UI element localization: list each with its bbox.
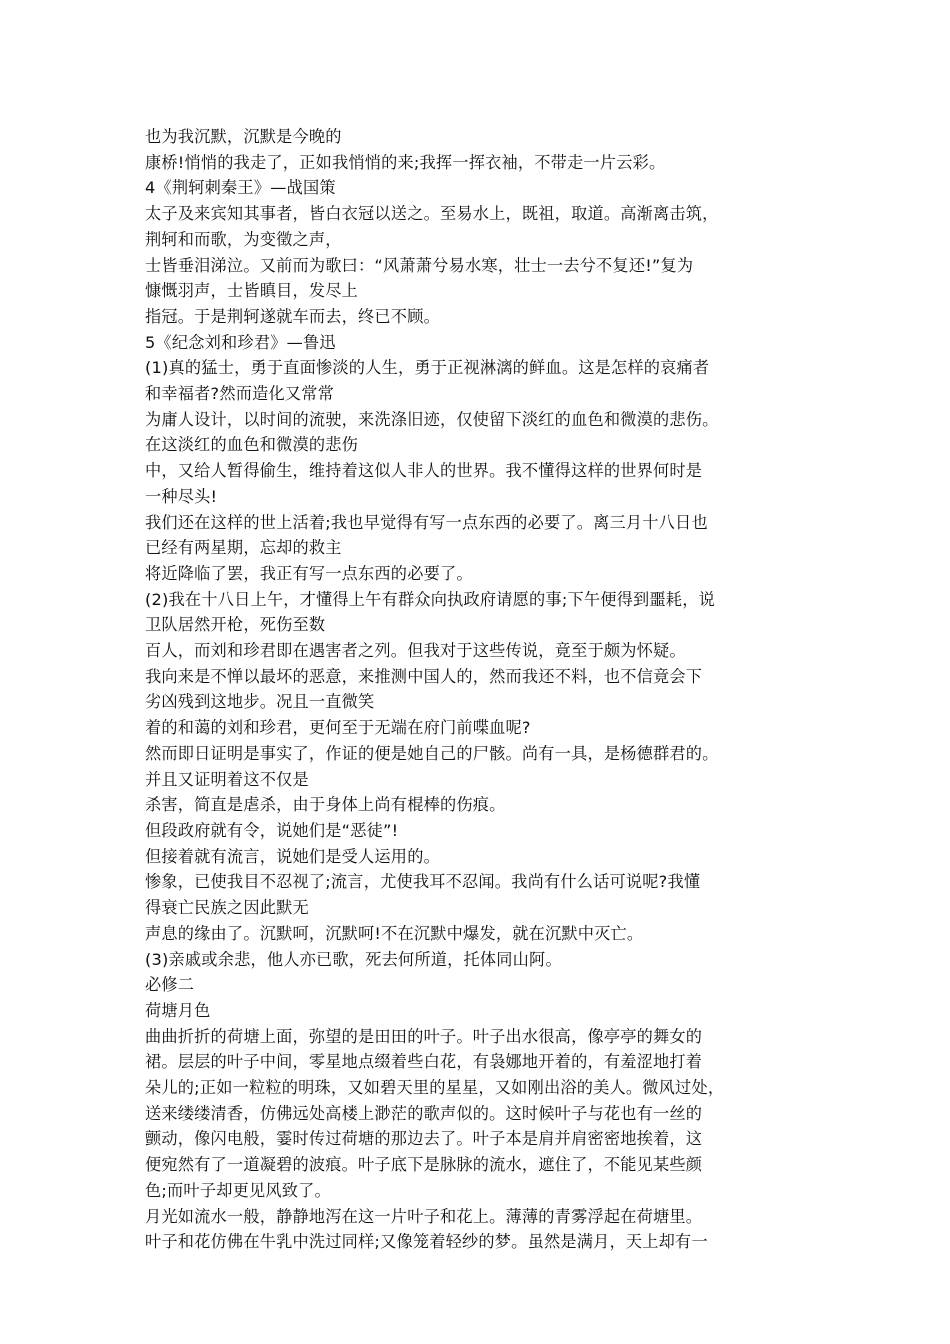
text-line: 但接着就有流言，说她们是受人运用的。 — [145, 846, 440, 866]
text-line: 将近降临了罢，我正有写一点东西的必要了。 — [145, 563, 473, 583]
text-line: (3)亲戚或余悲，他人亦已歌，死去何所道，托体同山阿。 — [145, 949, 562, 969]
text-line: 和幸福者?然而造化又常常 — [145, 384, 335, 404]
text-line: 太子及来宾知其事者，皆白衣冠以送之。至易水上，既祖，取道。高渐离击筑， — [145, 204, 719, 224]
text-line: 荷塘月色 — [145, 1000, 211, 1020]
text-line: 士皆垂泪涕泣。又前而为歌曰：“风萧萧兮易水寒，壮士一去兮不复还!”复为 — [145, 255, 694, 275]
text-line: (1)真的猛士，勇于直面惨淡的人生，勇于正视淋漓的鲜血。这是怎样的哀痛者 — [145, 358, 710, 378]
text-line: 曲曲折折的荷塘上面，弥望的是田田的叶子。叶子出水很高，像亭亭的舞女的 — [145, 1026, 703, 1046]
text-line: 也为我沉默，沉默是今晚的 — [145, 127, 342, 146]
text-line: 然而即日证明是事实了，作证的便是她自己的尸骸。尚有一具，是杨德群君的。 — [145, 743, 719, 763]
text-line: 我们还在这样的世上活着;我也早觉得有写一点东西的必要了。离三月十八日也 — [145, 512, 708, 532]
text-line: 着的和蔼的刘和珍君，更何至于无端在府门前喋血呢? — [145, 718, 531, 738]
text-line: 得衰亡民族之因此默无 — [145, 898, 309, 918]
text-line: (2)我在十八日上午，才懂得上午有群众向执政府请愿的事;下午便得到噩耗，说 — [145, 589, 715, 609]
text-line: 并且又证明着这不仅是 — [145, 769, 309, 789]
text-line: 杀害，简直是虐杀，由于身体上尚有棍棒的伤痕。 — [145, 795, 506, 815]
text-line: 必修二 — [145, 975, 195, 995]
text-line: 但段政府就有令，说她们是“恶徒”! — [145, 820, 399, 840]
text-line: 便宛然有了一道凝碧的波痕。叶子底下是脉脉的流水，遮住了，不能见某些颜 — [145, 1155, 703, 1175]
text-line: 为庸人设计，以时间的流驶，来洗涤旧迹，仅使留下淡红的血色和微漠的悲伤。 — [145, 409, 719, 429]
text-line: 5《纪念刘和珍君》—鲁迅 — [145, 332, 336, 352]
text-line: 荆轲和而歌，为变徵之声， — [145, 229, 342, 249]
text-line: 康桥!悄悄的我走了，正如我悄悄的来;我挥一挥衣袖，不带走一片云彩。 — [145, 152, 666, 172]
text-line: 朵儿的;正如一粒粒的明珠，又如碧天里的星星，又如刚出浴的美人。微风过处， — [145, 1078, 725, 1098]
text-line: 百人，而刘和珍君即在遇害者之列。但我对于这些传说，竟至于颇为怀疑。 — [145, 641, 686, 661]
text-line: 劣凶残到这地步。况且一直微笑 — [145, 692, 375, 712]
text-line: 颤动，像闪电般，霎时传过荷塘的那边去了。叶子本是肩并肩密密地挨着，这 — [145, 1129, 703, 1149]
text-line: 月光如流水一般，静静地泻在这一片叶子和花上。薄薄的青雾浮起在荷塘里。 — [145, 1206, 703, 1226]
document-body — [145, 124, 815, 1255]
text-line: 中，又给人暂得偷生，维持着这似人非人的世界。我不懂得这样的世界何时是 — [145, 461, 703, 481]
text-line: 已经有两星期，忘却的救主 — [145, 538, 342, 558]
text-line: 裙。层层的叶子中间，零星地点缀着些白花，有袅娜地开着的，有羞涩地打着 — [145, 1052, 703, 1072]
text-line: 卫队居然开枪，死伤至数 — [145, 615, 326, 635]
text-line: 4《荆轲刺秦王》—战国策 — [145, 178, 336, 198]
text-line: 送来缕缕清香，仿佛远处高楼上渺茫的歌声似的。这时候叶子与花也有一丝的 — [145, 1103, 703, 1123]
text-line: 叶子和花仿佛在牛乳中洗过同样;又像笼着轻纱的梦。虽然是满月，天上却有一 — [145, 1232, 708, 1252]
text-line: 一种尽头! — [145, 486, 218, 506]
text-line: 声息的缘由了。沉默呵，沉默呵!不在沉默中爆发，就在沉默中灭亡。 — [145, 923, 644, 943]
text-line: 在这淡红的血色和微漠的悲伤 — [145, 435, 359, 455]
text-line: 慷慨羽声，士皆瞋目，发尽上 — [145, 281, 359, 301]
text-line: 我向来是不惮以最坏的恶意，来推测中国人的，然而我还不料，也不信竟会下 — [145, 666, 703, 686]
text-line: 指冠。于是荆轲遂就车而去，终已不顾。 — [145, 306, 440, 326]
text-line: 色;而叶子却更见风致了。 — [145, 1180, 331, 1200]
text-line: 惨象，已使我目不忍视了;流言，尤使我耳不忍闻。我尚有什么话可说呢?我懂 — [145, 872, 701, 892]
